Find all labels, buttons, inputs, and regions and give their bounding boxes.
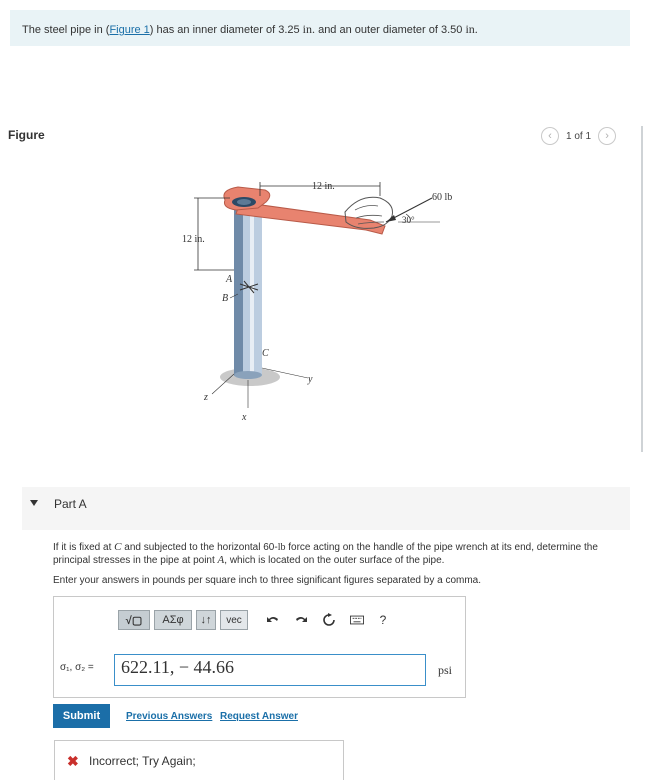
question-segment-4: , which is located on the outer surface of the pipe. <box>224 555 445 566</box>
answer-unit: psi <box>438 663 453 677</box>
templates-button[interactable]: √▢ <box>118 610 150 630</box>
part-a-header[interactable] <box>22 487 630 530</box>
problem-text-start: The steel pipe in ( <box>22 24 110 36</box>
axis-y-label: y <box>308 374 313 385</box>
problem-statement <box>10 10 630 46</box>
problem-unit-1: in. <box>302 22 316 36</box>
redo-icon[interactable] <box>294 613 308 627</box>
greek-symbols-button[interactable]: ΑΣφ <box>154 610 192 630</box>
reset-icon[interactable] <box>322 613 336 627</box>
submit-button[interactable]: Submit <box>53 704 110 728</box>
undo-icon[interactable] <box>266 613 280 627</box>
figure-pager <box>541 127 616 145</box>
pipe-shade <box>234 206 243 376</box>
figure-scrollbar[interactable] <box>641 126 643 452</box>
instruction-text: Enter your answers in pounds per square inch to three significant figures separated by a comma. <box>53 575 482 586</box>
question-segment-3: force acting on the handle of the pipe wrench at its end, determine the principal stresses in the pipe at point <box>53 542 598 566</box>
answer-box <box>53 596 466 698</box>
previous-figure-button[interactable] <box>541 127 559 145</box>
previous-answers-link[interactable]: Previous Answers <box>126 711 213 722</box>
keyboard-icon[interactable] <box>350 613 364 627</box>
help-icon[interactable]: ? <box>379 613 387 627</box>
feedback-text: Incorrect; Try Again; <box>89 754 196 768</box>
figure-title: Figure <box>8 128 45 142</box>
part-label: Part A <box>54 497 87 511</box>
question-point-a: A <box>217 554 225 566</box>
question-unit-lb: lb <box>277 542 286 553</box>
vector-button[interactable]: vec <box>220 610 248 630</box>
pipe-wrench-figure <box>170 160 500 440</box>
chevron-right-icon: › <box>605 130 609 142</box>
point-b-label: B <box>222 293 229 304</box>
next-figure-button[interactable] <box>598 127 616 145</box>
dim-left-label: 12 in. <box>182 234 205 245</box>
answer-label: σ₁, σ₂ = <box>60 662 94 673</box>
force-label: 60 lb <box>432 192 453 203</box>
force-arrowhead <box>386 215 396 222</box>
feedback-panel <box>54 740 344 780</box>
point-c-label: C <box>262 348 269 359</box>
question-segment-2: and subjected to the horizontal 60- <box>121 542 278 553</box>
problem-unit-2: in. <box>465 22 478 36</box>
axis-z-label: z <box>204 392 208 403</box>
question-point-c: C <box>114 541 122 553</box>
pager-text: 1 of 1 <box>566 130 592 142</box>
question-segment-1: If it is fixed at <box>53 542 115 553</box>
math-toolbar <box>118 609 390 631</box>
caret-down-icon[interactable] <box>30 500 38 506</box>
subscript-superscript-button[interactable]: ↓↑ <box>196 610 216 630</box>
problem-text-end: and an outer diameter of 3.50 <box>315 24 466 36</box>
problem-text <box>22 22 478 37</box>
problem-text-middle: ) has an inner diameter of 3.25 <box>149 24 303 36</box>
figure-link[interactable]: Figure 1 <box>109 24 150 36</box>
pipe-top-inner <box>237 199 251 205</box>
request-answer-link[interactable]: Request Answer <box>220 711 298 722</box>
angle-label: 30° <box>402 215 415 225</box>
point-a-label: A <box>226 274 233 285</box>
pipe-bottom <box>234 371 262 379</box>
question-text <box>53 541 631 567</box>
incorrect-icon: ✖ <box>67 753 79 769</box>
chevron-left-icon: ‹ <box>548 130 552 142</box>
dim-top-label: 12 in. <box>312 181 335 192</box>
answer-input[interactable]: 622.11, − 44.66 <box>114 654 426 686</box>
axis-x-label: x <box>242 412 247 423</box>
